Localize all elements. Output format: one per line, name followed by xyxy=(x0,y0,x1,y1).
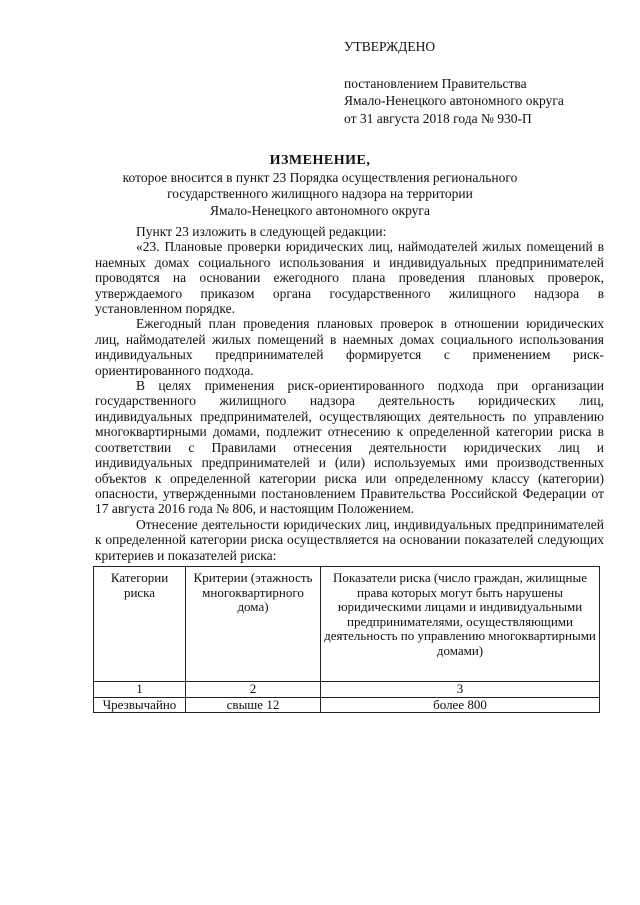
approval-line: постановлением Правительства xyxy=(344,75,527,91)
header-criteria: Критерии (этажность многоквартирного дома) xyxy=(186,567,321,682)
table-cell: свыше 12 xyxy=(186,697,321,713)
paragraph: Ежегодный план проведения плановых проверок в отношении юридических лиц, наймодателей жилых помещений в наемных домах социального использования индивидуальных предпринимателей формируется с применением риск-ориентированного подхода. xyxy=(95,316,604,378)
column-number: 1 xyxy=(94,682,186,698)
approval-line: Ямало-Ненецкого автономного округа xyxy=(344,93,564,108)
document-body xyxy=(95,224,604,563)
paragraph: «23. Плановые проверки юридических лиц, наймодателей жилых помещений в наемных домах социального использования и индивидуальных предпринимателей проводятся на основании ежегодного плана проведения плановых проверок, утверждаемого приказом органа государственного жилищного надзора в установленном порядке. xyxy=(95,239,604,317)
approval-block xyxy=(344,38,614,127)
risk-criteria-table xyxy=(93,566,600,713)
document-subtitle-line: государственного жилищного надзора на территории xyxy=(167,186,473,201)
approval-heading: УТВЕРЖДЕНО xyxy=(344,39,436,54)
table-row xyxy=(94,697,600,713)
approval-line: от 31 августа 2018 года № 930-П xyxy=(344,110,532,126)
document-title: ИЗМЕНЕНИЕ, xyxy=(269,153,371,168)
column-number: 3 xyxy=(321,682,600,698)
table-header-row xyxy=(94,567,600,682)
paragraph: В целях применения риск-ориентированного подхода при организации государственного жилищного надзора деятельность юридических лиц, индивидуальных предпринимателей, осуществляющих деятельность по управлению многоквартирными домами, подлежит отнесению к определенной категории риска в соответствии с Правилами отнесения деятельности юридических лиц и индивидуальных предпринимателей и (или) используемых ими производственных объектов к определенной категории риска или определенному классу (категории) опасности, утвержденными постановлением Правительства Российской Федерации от 17 августа 2016 года № 806, и настоящим Положением. xyxy=(95,378,604,517)
header-risk-category: Категории риска xyxy=(94,567,186,682)
document-title-block xyxy=(0,153,640,219)
paragraph: Пункт 23 изложить в следующей редакции: xyxy=(136,224,387,239)
document-subtitle-line: которое вносится в пункт 23 Порядка осуществления регионального xyxy=(122,169,518,185)
table-cell: более 800 xyxy=(321,697,600,713)
header-risk-indicators: Показатели риска (число граждан, жилищные права которых могут быть нарушены юридическими лицами и индивидуальными предпринимателями, осуществляющими деятельность по управлению многоквартирными домами) xyxy=(321,567,600,682)
column-number: 2 xyxy=(186,682,321,698)
table-cell: Чрезвычайно xyxy=(94,697,186,713)
table-number-row xyxy=(94,682,600,698)
paragraph: Отнесение деятельности юридических лиц, индивидуальных предпринимателей к определенной категории риска осуществляется на основании показателей следующих критериев и показателей риска: xyxy=(95,516,604,563)
document-subtitle-line: Ямало-Ненецкого автономного округа xyxy=(210,202,430,218)
